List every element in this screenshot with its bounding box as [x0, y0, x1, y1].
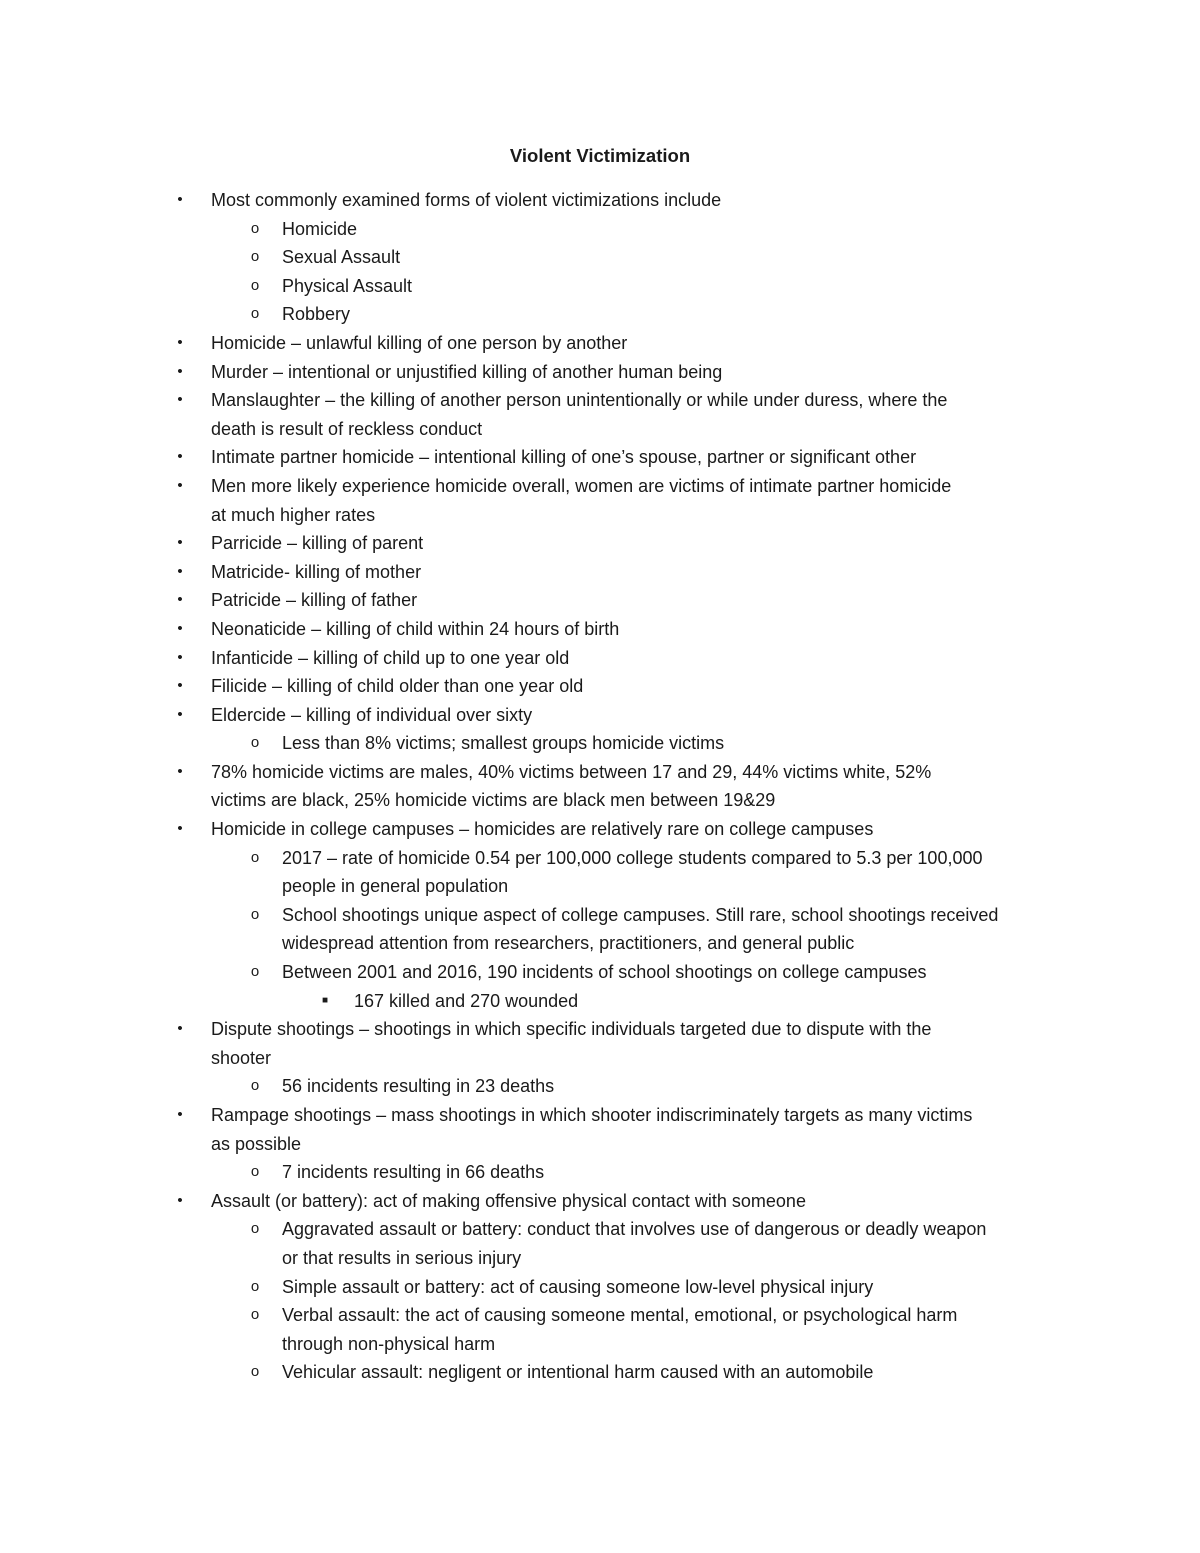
- list-item-text: victims are black, 25% homicide victims are black men between 19&29: [211, 790, 776, 811]
- list-item-text: School shootings unique aspect of college campuses. Still rare, school shootings received: [282, 904, 999, 925]
- list-item: [0, 786, 1200, 815]
- list-item-text: Homicide in college campuses – homicides are relatively rare on college campuses: [211, 819, 874, 840]
- list-item-text: as possible: [211, 1133, 302, 1154]
- list-item: [0, 529, 1200, 558]
- list-item: [0, 1187, 1200, 1216]
- list-item: [0, 1215, 1200, 1244]
- list-item: [0, 215, 1200, 244]
- list-item: [0, 243, 1200, 272]
- list-item: [0, 844, 1200, 873]
- list-item: [0, 1330, 1200, 1359]
- bullet-marker: •: [177, 476, 183, 494]
- list-item: [0, 815, 1200, 844]
- bullet-marker: •: [177, 619, 183, 637]
- bullet-marker: •: [177, 591, 183, 609]
- sub-bullet-marker: o: [250, 734, 260, 752]
- bullet-marker: •: [177, 677, 183, 695]
- list-item: [0, 1101, 1200, 1130]
- sub-bullet-marker: o: [250, 905, 260, 923]
- bullet-marker: •: [177, 191, 183, 208]
- list-item: [0, 701, 1200, 730]
- list-item-text: Assault (or battery): act of making offensive physical contact with someone: [211, 1190, 806, 1211]
- page-title: Violent Victimization: [509, 145, 691, 166]
- sub-bullet-marker: o: [250, 276, 260, 294]
- bullet-marker: •: [177, 534, 183, 552]
- list-item-text: Dispute shootings – shootings in which specific individuals targeted due to dispute with the: [211, 1019, 932, 1040]
- list-item-text: at much higher rates: [211, 504, 376, 525]
- bullet-marker: •: [177, 820, 183, 838]
- list-item: [0, 272, 1200, 301]
- bullet-marker: •: [177, 762, 183, 780]
- list-item-text: Sexual Assault: [282, 247, 401, 268]
- list-item-text: Most commonly examined forms of violent victimizations include: [211, 190, 722, 210]
- list-item: [0, 443, 1200, 472]
- list-item-text: Homicide: [282, 218, 358, 239]
- list-item-text: shooter: [211, 1047, 272, 1068]
- list-item: [0, 586, 1200, 615]
- bullet-marker: •: [177, 1191, 183, 1209]
- list-item-text: 7 incidents resulting in 66 deaths: [282, 1162, 545, 1183]
- list-item: [0, 901, 1200, 930]
- list-item: [0, 329, 1200, 358]
- list-item: [0, 415, 1200, 444]
- bullet-marker: •: [177, 1020, 183, 1038]
- bullet-marker: •: [177, 362, 183, 380]
- list-item-text: Robbery: [282, 304, 351, 325]
- list-item-text: people in general population: [282, 876, 509, 897]
- list-item-text: widespread attention from researchers, practitioners, and general public: [282, 933, 855, 954]
- list-item-text: Murder – intentional or unjustified killing of another human being: [211, 361, 723, 382]
- list-item-text: Neonaticide – killing of child within 24 hours of birth: [211, 618, 620, 639]
- list-item: [0, 358, 1200, 387]
- sub-bullet-marker: o: [250, 963, 260, 981]
- sub-bullet-marker: o: [250, 248, 260, 266]
- list-item: [0, 1015, 1200, 1044]
- list-item-text: through non-physical harm: [282, 1333, 496, 1354]
- sub-bullet-marker: o: [250, 1220, 260, 1238]
- bullet-marker: •: [177, 1106, 183, 1123]
- list-item-text: Vehicular assault: negligent or intentional harm caused with an automobile: [282, 1362, 874, 1383]
- list-item: [0, 1072, 1200, 1101]
- list-item-text: 2017 – rate of homicide 0.54 per 100,000 college students compared to 5.3 per 100,000: [282, 847, 983, 868]
- list-item: [0, 615, 1200, 644]
- sub-bullet-marker: o: [250, 1163, 260, 1181]
- list-item: [0, 644, 1200, 673]
- list-item: [0, 1130, 1200, 1159]
- list-item-text: Simple assault or battery: act of causing someone low-level physical injury: [282, 1276, 874, 1297]
- list-item-text: 56 incidents resulting in 23 deaths: [282, 1076, 555, 1097]
- list-item: [0, 929, 1200, 958]
- list-item-text: Manslaughter – the killing of another person unintentionally or while under duress, where the: [211, 390, 948, 411]
- list-item-text: death is result of reckless conduct: [211, 418, 483, 439]
- list-item: [0, 729, 1200, 758]
- bullet-marker: •: [177, 648, 183, 666]
- list-item-text: Eldercide – killing of individual over sixty: [211, 704, 533, 725]
- list-item: [0, 1244, 1200, 1273]
- bullet-marker: •: [177, 333, 183, 351]
- list-item-text: Less than 8% victims; smallest groups homicide victims: [282, 733, 725, 754]
- list-item-text: or that results in serious injury: [282, 1247, 522, 1268]
- list-item-text: Matricide- killing of mother: [211, 561, 422, 582]
- sub-bullet-marker: o: [250, 1363, 260, 1381]
- list-item: [0, 186, 1200, 215]
- list-item: [0, 987, 1200, 1016]
- list-item: [0, 558, 1200, 587]
- list-item: [0, 300, 1200, 329]
- list-item-text: Verbal assault: the act of causing someone mental, emotional, or psychological harm: [282, 1305, 958, 1326]
- list-item-text: Filicide – killing of child older than one year old: [211, 676, 584, 697]
- list-item: [0, 758, 1200, 787]
- sub-bullet-marker: o: [250, 1277, 260, 1295]
- list-item-text: Aggravated assault or battery: conduct that involves use of dangerous or deadly weapon: [282, 1219, 987, 1240]
- list-item: [0, 472, 1200, 501]
- list-item: [0, 386, 1200, 415]
- list-item-text: Physical Assault: [282, 275, 413, 296]
- list-item-text: 78% homicide victims are males, 40% victims between 17 and 29, 44% victims white, 52%: [211, 761, 932, 782]
- sub-bullet-marker: o: [250, 1306, 260, 1324]
- notes-list: [0, 186, 1200, 1387]
- sub-bullet-marker: o: [250, 1077, 260, 1095]
- list-item-text: Patricide – killing of father: [211, 590, 418, 611]
- sub-bullet-marker: o: [250, 305, 260, 323]
- list-item: [0, 958, 1200, 987]
- list-item: [0, 1273, 1200, 1302]
- list-item: [0, 1301, 1200, 1330]
- list-item-text: Men more likely experience homicide overall, women are victims of intimate partner homicide: [211, 475, 952, 496]
- sub-bullet-marker: o: [250, 848, 260, 866]
- list-item-text: 167 killed and 270 wounded: [354, 990, 579, 1011]
- list-item: [0, 872, 1200, 901]
- list-item: [0, 1044, 1200, 1073]
- square-bullet-marker: ■: [321, 994, 329, 1006]
- list-item-text: Infanticide – killing of child up to one year old: [211, 647, 570, 668]
- bullet-marker: •: [177, 391, 183, 409]
- list-item-text: Rampage shootings – mass shootings in which shooter indiscriminately targets as many victims: [211, 1105, 973, 1125]
- list-item: [0, 1158, 1200, 1187]
- list-item-text: Homicide – unlawful killing of one person by another: [211, 332, 628, 353]
- bullet-marker: •: [177, 448, 183, 466]
- list-item-text: Intimate partner homicide – intentional killing of one’s spouse, partner or significant other: [211, 447, 917, 468]
- list-item-text: Parricide – killing of parent: [211, 533, 424, 554]
- list-item: [0, 501, 1200, 530]
- list-item-text: Between 2001 and 2016, 190 incidents of school shootings on college campuses: [282, 962, 927, 983]
- bullet-marker: •: [177, 562, 183, 580]
- bullet-marker: •: [177, 705, 183, 723]
- list-item: [0, 1358, 1200, 1387]
- sub-bullet-marker: o: [250, 219, 260, 237]
- list-item: [0, 672, 1200, 701]
